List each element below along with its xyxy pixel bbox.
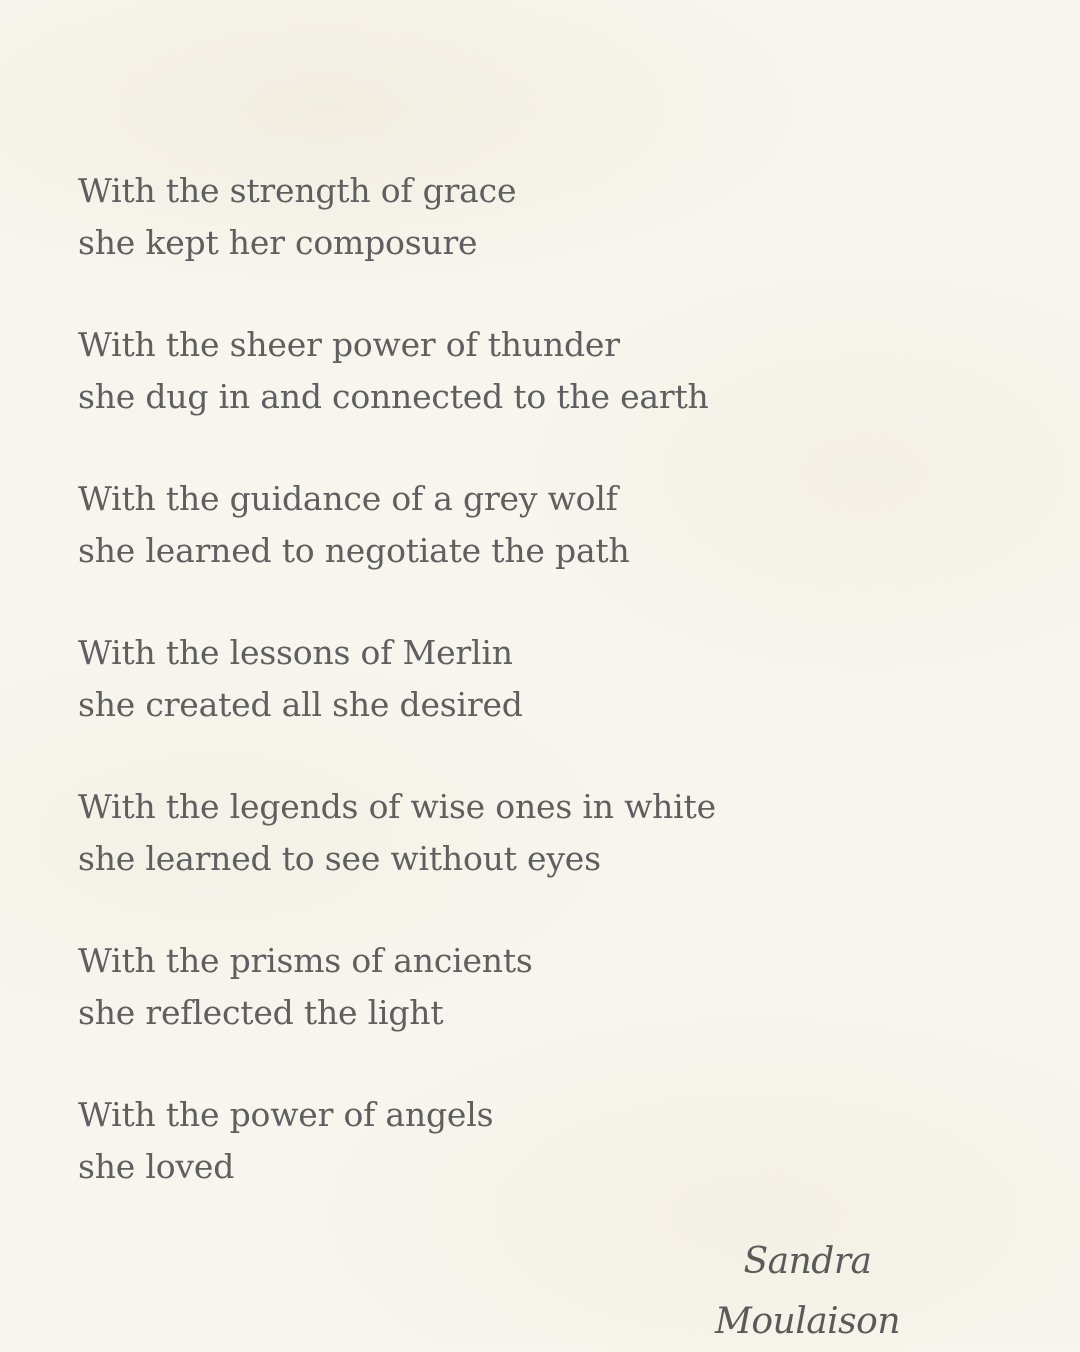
poem-line: she learned to see without eyes <box>78 839 601 878</box>
poem-line: she dug in and connected to the earth <box>78 377 709 416</box>
stanza-6 <box>78 935 978 1089</box>
poem <box>78 165 978 1243</box>
stanza-5 <box>78 781 978 935</box>
poem-line: With the guidance of a grey wolf <box>78 479 618 518</box>
stanza-1 <box>78 165 978 319</box>
poem-line: With the prisms of ancients <box>78 941 533 980</box>
poem-line: With the lessons of Merlin <box>78 633 513 672</box>
poem-line: With the legends of wise ones in white <box>78 787 716 826</box>
poem-line: she reflected the light <box>78 993 444 1032</box>
poem-line: With the sheer power of thunder <box>78 325 620 364</box>
stanza-2 <box>78 319 978 473</box>
stanza-7 <box>78 1089 978 1243</box>
stanza-3 <box>78 473 978 627</box>
poem-line: With the strength of grace <box>78 171 517 210</box>
author-signature: Sandra Moulaison <box>714 1241 901 1342</box>
poem-line: she created all she desired <box>78 685 523 724</box>
poem-line: she learned to negotiate the path <box>78 531 630 570</box>
poem-line: she kept her composure <box>78 223 478 262</box>
poem-line: she loved <box>78 1147 235 1186</box>
poem-line: With the power of angels <box>78 1095 494 1134</box>
stanza-4 <box>78 627 978 781</box>
